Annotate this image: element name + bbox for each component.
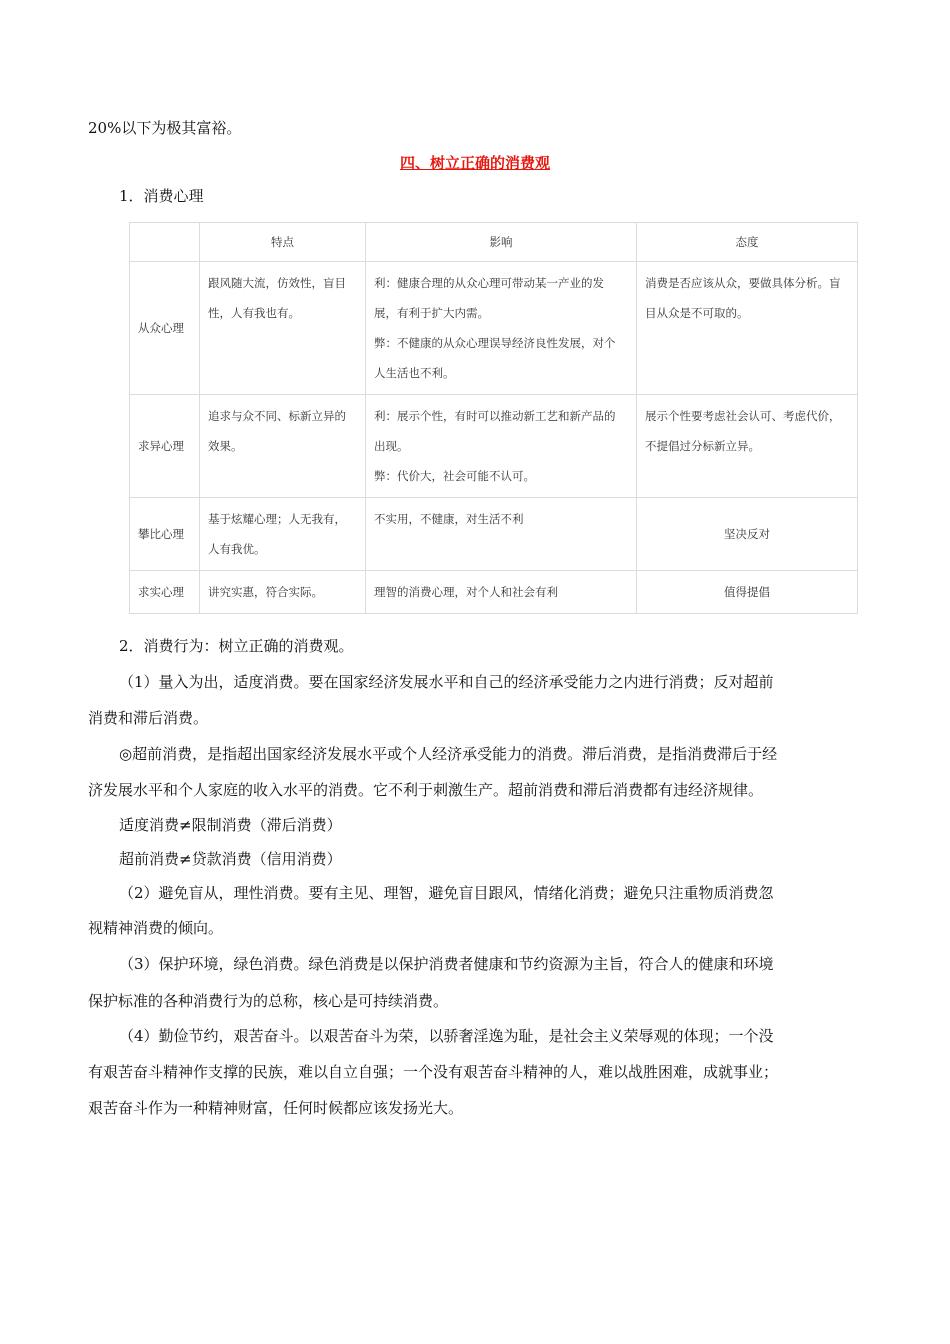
impact-cell (366, 498, 637, 571)
feature-cell (200, 395, 366, 498)
row-name: 求实心理 (130, 571, 200, 614)
cell-line: 不提倡过分标新立异。 (645, 439, 760, 453)
row-name: 从众心理 (130, 262, 200, 395)
cell-line: 消费是否应该从众，要做具体分析。盲 (645, 276, 841, 290)
row-name: 攀比心理 (130, 498, 200, 571)
body-line: ◎超前消费，是指超出国家经济发展水平或个人经济承受能力的消费。滞后消费，是指消费滞后于经 (119, 745, 778, 763)
body-line: 有艰苦奋斗精神作支撑的民族，难以自立自强；一个没有艰苦奋斗精神的人，难以战胜困难，成就事业； (88, 1063, 779, 1081)
cell-line: 人有我优。 (208, 542, 266, 556)
body-line: 超前消费≠贷款消费（信用消费） (119, 850, 342, 868)
cell-line: 追求与众不同、标新立异的 (208, 409, 346, 423)
table-header-cell: 特点 (200, 223, 366, 262)
feature-cell: 讲究实惠，符合实际。 (200, 571, 366, 614)
cell-line: 利：健康合理的从众心理可带动某一产业的发 (374, 276, 604, 290)
cell-line: 性，人有我也有。 (208, 306, 300, 320)
impact-cell (366, 395, 637, 498)
body-line: 2．消费行为：树立正确的消费观。 (119, 637, 354, 655)
attitude-cell: 值得提倡 (637, 571, 858, 614)
cell-line: 人生活也不利。 (374, 366, 455, 380)
feature-cell (200, 262, 366, 395)
cell-line: 展示个性要考虑社会认可、考虑代价， (645, 409, 841, 423)
attitude-cell (637, 262, 858, 395)
section-title: 四、树立正确的消费观 (399, 154, 550, 172)
table-header-cell: 影响 (366, 223, 637, 262)
subheading-consumer-psychology: 1．消费心理 (119, 187, 204, 205)
table-header-row (130, 223, 858, 262)
body-line: 消费和滞后消费。 (88, 709, 209, 727)
table-row (130, 571, 858, 614)
impact-cell: 理智的消费心理，对个人和社会有利 (366, 571, 637, 614)
cell-line: 出现。 (374, 439, 409, 453)
body-line: （4）勤俭节约，艰苦奋斗。以艰苦奋斗为荣，以骄奢淫逸为耻，是社会主义荣辱观的体现；一个没 (119, 1027, 774, 1045)
body-line: 艰苦奋斗作为一种精神财富，任何时候都应该发扬光大。 (88, 1099, 464, 1117)
cell-line: 跟风随大流，仿效性，盲目 (208, 276, 346, 290)
table-row (130, 498, 858, 571)
cell-line: 展，有利于扩大内需。 (374, 306, 489, 320)
cell-line: 利：展示个性，有时可以推动新工艺和新产品的 (374, 409, 616, 423)
cell-line: 目从众是不可取的。 (645, 306, 749, 320)
consumer-psychology-table (129, 222, 858, 614)
cell-line: 弊：代价大，社会可能不认可。 (374, 469, 535, 483)
body-line: （2）避免盲从，理性消费。要有主见、理智，避免盲目跟风，情绪化消费；避免只注重物质消费忽 (119, 884, 774, 902)
table-header-cell (130, 223, 200, 262)
attitude-cell: 坚决反对 (637, 498, 858, 571)
top-line: 20%以下为极其富裕。 (88, 119, 242, 137)
cell-line: 不实用，不健康，对生活不利 (374, 512, 524, 526)
table-header-cell: 态度 (637, 223, 858, 262)
body-line: （3）保护环境，绿色消费。绿色消费是以保护消费者健康和节约资源为主旨，符合人的健康和环境 (119, 955, 774, 973)
impact-cell (366, 262, 637, 395)
row-name: 求异心理 (130, 395, 200, 498)
body-line: （1）量入为出，适度消费。要在国家经济发展水平和自己的经济承受能力之内进行消费；反对超前 (119, 673, 774, 691)
cell-line: 基于炫耀心理；人无我有， (208, 512, 346, 526)
table-row (130, 395, 858, 498)
body-line: 济发展水平和个人家庭的收入水平的消费。它不利于刺激生产。超前消费和滞后消费都有违经济规律。 (88, 781, 764, 799)
attitude-cell (637, 395, 858, 498)
feature-cell (200, 498, 366, 571)
body-line: 适度消费≠限制消费（滞后消费） (119, 816, 342, 834)
cell-line: 效果。 (208, 439, 243, 453)
body-line: 保护标准的各种消费行为的总称，核心是可持续消费。 (88, 992, 449, 1010)
table-row (130, 262, 858, 395)
body-line: 视精神消费的倾向。 (88, 919, 224, 937)
cell-line: 弊：不健康的从众心理误导经济良性发展，对个 (374, 336, 616, 350)
